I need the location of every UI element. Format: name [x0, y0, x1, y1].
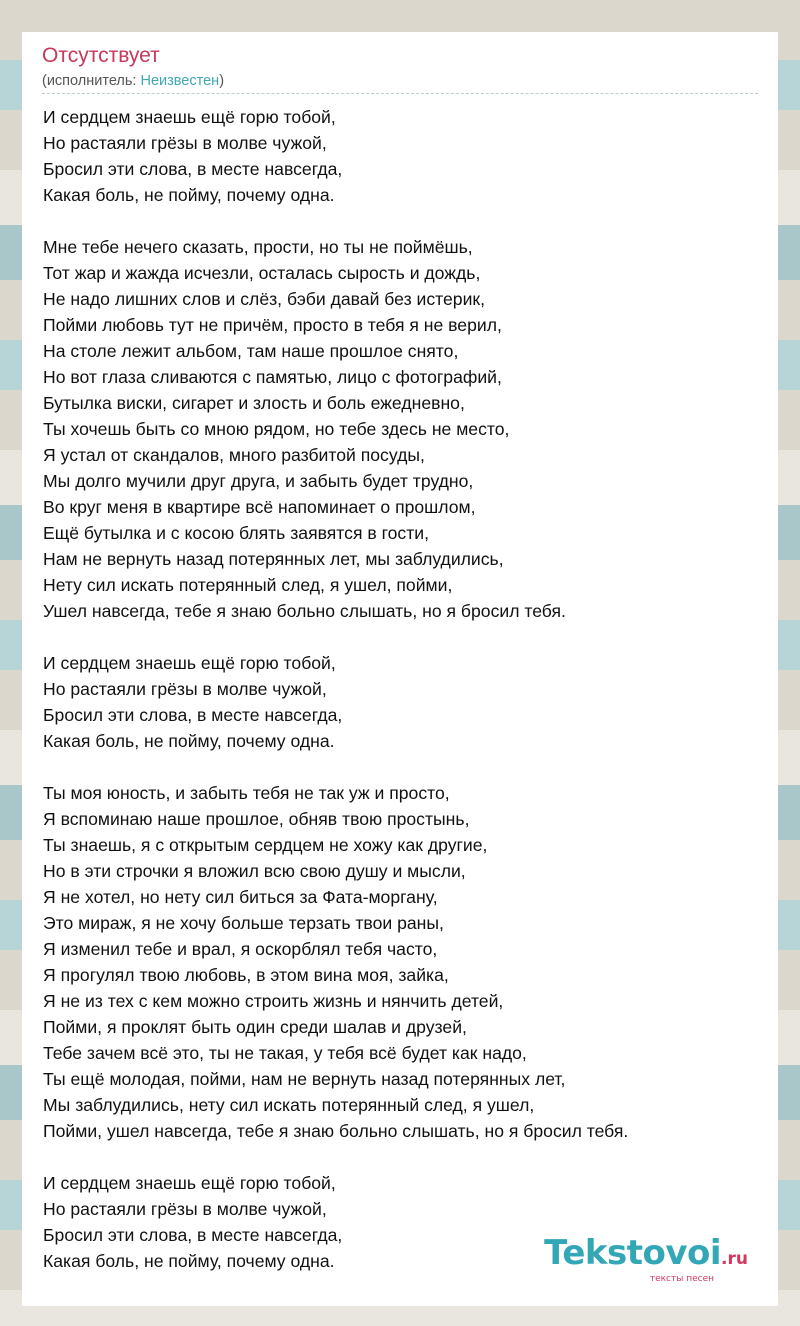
- stanza-gap: [43, 624, 758, 650]
- lyric-line: Бросил эти слова, в месте навсегда,: [43, 159, 343, 179]
- lyric-line: Я не из тех с кем можно строить жизнь и нянчить детей,: [43, 991, 504, 1011]
- lyric-line: Но растаяли грёзы в молве чужой,: [43, 1199, 327, 1219]
- artist-suffix: ): [219, 73, 225, 89]
- lyric-line: Но вот глаза сливаются с памятью, лицо с фотографий,: [43, 367, 502, 387]
- lyric-line: Ты моя юность, и забыть тебя не так уж и просто,: [43, 783, 450, 803]
- lyric-line: На столе лежит альбом, там наше прошлое снято,: [43, 341, 459, 361]
- song-header: [42, 42, 758, 91]
- song-title: Отсутствует: [42, 44, 160, 67]
- site-logo[interactable]: [544, 1235, 748, 1284]
- artist-line: [42, 71, 758, 91]
- lyric-line: Но в эти строчки я вложил всю свою душу и мысли,: [43, 861, 466, 881]
- lyric-line: Ты ещё молодая, пойми, нам не вернуть назад потерянных лет,: [43, 1069, 566, 1089]
- lyric-line: И сердцем знаешь ещё горю тобой,: [43, 1173, 336, 1193]
- logo-tagline: тексты песен: [649, 1274, 714, 1284]
- lyric-line: Нам не вернуть назад потерянных лет, мы заблудились,: [43, 549, 504, 569]
- stanza-gap: [43, 1144, 758, 1170]
- lyric-line: Это мираж, я не хочу больше терзать твои раны,: [43, 913, 444, 933]
- lyric-line: Но растаяли грёзы в молве чужой,: [43, 133, 327, 153]
- lyric-line: Я не хотел, но нету сил биться за Фата-моргану,: [43, 887, 438, 907]
- header-divider: [42, 93, 758, 94]
- lyric-line: Какая боль, не пойму, почему одна.: [43, 731, 335, 751]
- lyric-line: И сердцем знаешь ещё горю тобой,: [43, 107, 336, 127]
- lyric-line: И сердцем знаешь ещё горю тобой,: [43, 653, 336, 673]
- lyric-line: Не надо лишних слов и слёз, бэби давай без истерик,: [43, 289, 485, 309]
- lyric-line: Тебе зачем всё это, ты не такая, у тебя всё будет как надо,: [43, 1043, 527, 1063]
- logo-main-text: Tekstovoi: [544, 1233, 722, 1273]
- lyric-line: Тот жар и жажда исчезли, осталась сырость и дождь,: [43, 263, 481, 283]
- lyric-line: Я изменил тебе и врал, я оскорблял тебя часто,: [43, 939, 438, 959]
- lyric-line: Ты знаешь, я с открытым сердцем не хожу как другие,: [43, 835, 488, 855]
- stanza-gap: [43, 208, 758, 234]
- lyric-line: Ты хочешь быть со мною рядом, но тебе здесь не место,: [43, 419, 510, 439]
- lyrics-card: [22, 32, 778, 1306]
- lyric-line: Мы долго мучили друг друга, и забыть будет трудно,: [43, 471, 474, 491]
- lyrics-body: [43, 104, 758, 1274]
- lyric-line: Я прогулял твою любовь, в этом вина моя, зайка,: [43, 965, 449, 985]
- lyric-line: Бутылка виски, сигарет и злость и боль ежедневно,: [43, 393, 465, 413]
- lyric-line: Пойми, я проклят быть один среди шалав и друзей,: [43, 1017, 467, 1037]
- lyric-line: Ушел навсегда, тебе я знаю больно слышать, но я бросил тебя.: [43, 601, 566, 621]
- logo-tld: .ru: [721, 1249, 748, 1269]
- lyric-line: Я устал от скандалов, много разбитой посуды,: [43, 445, 425, 465]
- lyric-line: Бросил эти слова, в месте навсегда,: [43, 1225, 343, 1245]
- lyric-line: Но растаяли грёзы в молве чужой,: [43, 679, 327, 699]
- lyric-line: Во круг меня в квартире всё напоминает о прошлом,: [43, 497, 476, 517]
- lyric-line: Пойми любовь тут не причём, просто в тебя я не верил,: [43, 315, 502, 335]
- lyric-line: Я вспоминаю наше прошлое, обняв твою простынь,: [43, 809, 470, 829]
- lyric-line: Какая боль, не пойму, почему одна.: [43, 185, 335, 205]
- lyric-line: Пойми, ушел навсегда, тебе я знаю больно слышать, но я бросил тебя.: [43, 1121, 629, 1141]
- lyric-line: Ещё бутылка и с косою блять заявятся в гости,: [43, 523, 429, 543]
- lyric-line: Мы заблудились, нету сил искать потерянный след, я ушел,: [43, 1095, 535, 1115]
- lyric-line: Бросил эти слова, в месте навсегда,: [43, 705, 343, 725]
- artist-link[interactable]: Неизвестен: [140, 73, 220, 89]
- lyric-line: Нету сил искать потерянный след, я ушел, пойми,: [43, 575, 453, 595]
- artist-prefix: (исполнитель:: [42, 73, 141, 89]
- logo-wordmark: [544, 1235, 748, 1277]
- lyric-line: Какая боль, не пойму, почему одна.: [43, 1251, 335, 1271]
- stanza-gap: [43, 754, 758, 780]
- lyric-line: Мне тебе нечего сказать, прости, но ты не поймёшь,: [43, 237, 473, 257]
